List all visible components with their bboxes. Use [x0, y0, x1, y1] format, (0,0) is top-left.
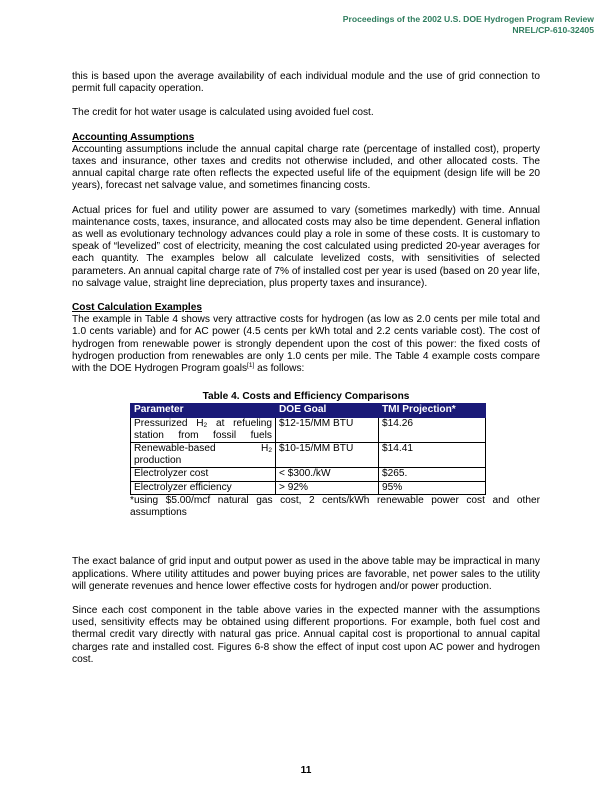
table-row	[131, 417, 486, 442]
cell-tmi-projection: $14.26	[379, 417, 486, 442]
cell-parameter	[131, 417, 276, 442]
cell-doe-goal: < $300./kW	[276, 468, 379, 481]
table-header-row	[131, 404, 486, 417]
paragraph-grid-balance: The exact balance of grid input and output power as used in the above table may be impractical in many applications. Where utility attitudes and power buying prices are favorable, net power sales to the utility will generate revenues and hence lower effective costs for hydrogen and/or power production.	[72, 556, 540, 592]
cost-comparison-table	[130, 403, 486, 494]
column-header-doe-goal: DOE Goal	[276, 404, 379, 417]
table-caption: Table 4. Costs and Efficiency Comparisons	[202, 391, 410, 403]
cell-parameter	[131, 443, 276, 468]
paragraph-accounting-1: Accounting assumptions include the annual capital charge rate (percentage of installed cost), property taxes and insurance, other taxes and credits not otherwise included, and other allocated costs. The annual capital charge rate often reflects the expected useful life of the equipment (design life will be 20 years), forecast net salvage value, and sometimes financing costs.	[72, 143, 540, 192]
header-report-number: NREL/CP-610-32405	[512, 25, 594, 35]
table-row	[131, 481, 486, 494]
cell-parameter-text-cont: production	[134, 455, 182, 467]
cost-examples-text: The example in Table 4 shows very attractive costs for hydrogen (as low as 2.0 cents per mile total and 1.0 cents variable) and for AC power (4.5 cents per kWh total and 2.2 cents variable cost). The cost of hydrogen from renewable power is strongly dependent upon the cost of this power: the fixed costs of hydrogen production from renewables are only 1.0 cents per mile. The Table 4 example costs compare with the DOE Hydrogen Program goals	[72, 314, 540, 375]
cell-parameter-text: Renewable-based H	[134, 443, 269, 455]
heading-accounting-assumptions: Accounting Assumptions	[72, 131, 195, 143]
heading-cost-calculation-examples: Cost Calculation Examples	[72, 302, 202, 314]
cost-examples-tail: as follows:	[254, 363, 305, 375]
cell-parameter: Electrolyzer cost	[131, 468, 276, 481]
table-row	[131, 443, 486, 468]
table-row	[131, 468, 486, 481]
paragraph-intro: this is based upon the average availability of each individual module and the use of grid connection to permit full capacity operation.	[72, 71, 540, 95]
cell-doe-goal: > 92%	[276, 481, 379, 494]
paragraph-sensitivity: Since each cost component in the table above varies in the expected manner with the assumptions used, sensitivity effects may be obtained using different proportions. For example, both fuel cost and thermal credit vary directly with natural gas price. Annual capital cost is proportional to annual capital charges rate and installed cost. Figures 6-8 show the effect of input cost upon AC power and hydrogen cost.	[72, 604, 540, 665]
cell-doe-goal: $12-15/MM BTU	[276, 417, 379, 442]
cell-parameter-text-cont: at refueling station from fossil fuels	[134, 417, 272, 441]
subscript: 2	[203, 421, 208, 429]
column-header-parameter: Parameter	[131, 404, 276, 417]
cell-tmi-projection: $14.41	[379, 443, 486, 468]
page-number: 11	[300, 765, 312, 776]
citation-reference: [1]	[247, 362, 255, 370]
column-header-tmi-projection: TMI Projection*	[379, 404, 486, 417]
paragraph-hot-water-credit: The credit for hot water usage is calculated using avoided fuel cost.	[72, 107, 374, 119]
page-body	[72, 71, 540, 666]
subscript: 2	[268, 447, 272, 455]
running-header	[343, 14, 594, 36]
cell-tmi-projection: $265.	[379, 468, 486, 481]
paragraph-cost-examples	[72, 314, 540, 375]
cell-parameter-text: Pressurized H	[134, 417, 204, 429]
cell-doe-goal: $10-15/MM BTU	[276, 443, 379, 468]
paragraph-accounting-2: Actual prices for fuel and utility power are assumed to vary (sometimes markedly) with time. Annual maintenance costs, taxes, insurance, and allocated costs may also be time dependent. General inflation as well as evolutionary technology advances could play a role in some of these costs. It is customary to speak of “levelized” cost of electricity, meaning the cost calculated using predicted 20-year averages for each quantity. The examples below all calculate levelized costs, with sensitivities of selected parameters. An annual capital charge rate of 7% of installed cost per year is used (based on 20 year life, no salvage value, straight line depreciation, plus property taxes and insurance).	[72, 204, 540, 289]
cell-parameter: Electrolyzer efficiency	[131, 481, 276, 494]
cell-tmi-projection: 95%	[379, 481, 486, 494]
table-footnote: *using $5.00/mcf natural gas cost, 2 cents/kWh renewable power cost and other assumptions	[130, 494, 540, 519]
header-proceedings-title: Proceedings of the 2002 U.S. DOE Hydrogen Program Review	[342, 14, 594, 24]
